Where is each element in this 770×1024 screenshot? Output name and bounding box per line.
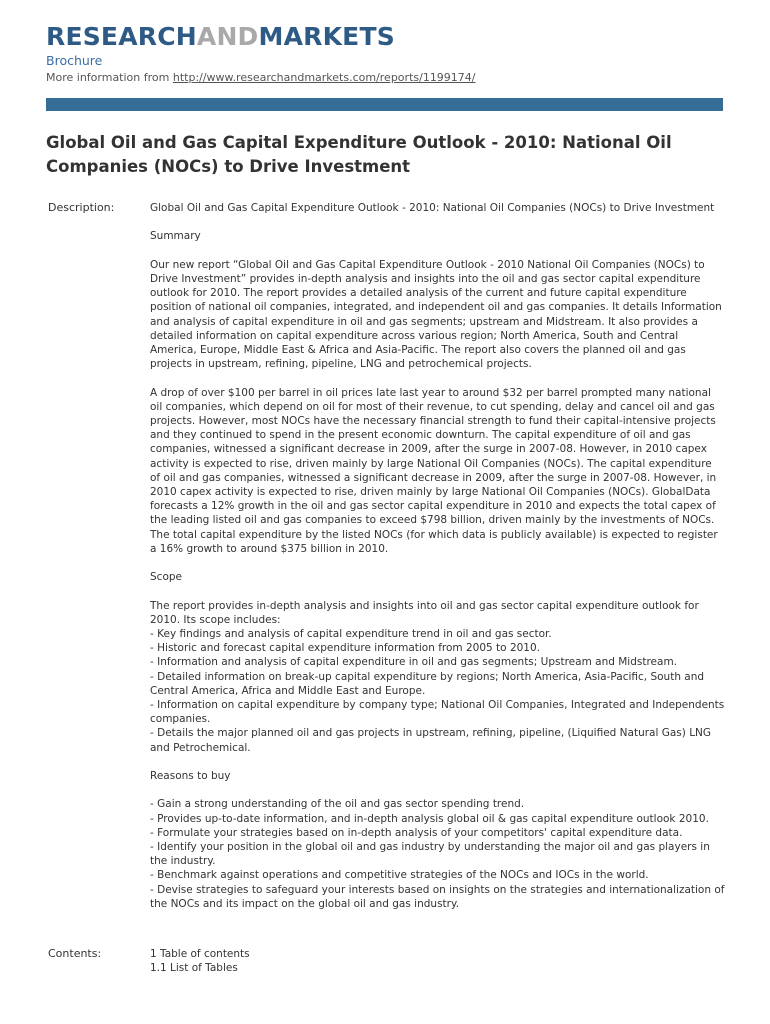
summary-paragraph-1: Our new report “Global Oil and Gas Capital Expenditure Outlook - 2010 National Oil Companies (NOCs) to Drive Investment” provides in-depth analysis and insights into the oil and gas sector capital expenditure outlook for 2010. The report provides a detailed analysis of the current and future capital expenditure position of national oil companies, integrated, and independent oil and gas companies. It details Information and analysis of capital expenditure in oil and gas segments; upstream and Midstream. It also provides a detailed information on capital expenditure across various region; North America, South and Central America, Europe, Middle East & Africa and Asia-Pacific. The report also covers the planned oil and gas projects in upstream, refining, pipeline, LNG and petrochemical projects.: [150, 258, 722, 371]
scope-item: - Information and analysis of capital expenditure in oil and gas segments; Upstream and Midstream.: [150, 656, 678, 669]
description-content: [150, 201, 725, 911]
reasons-heading: Reasons to buy: [150, 770, 231, 783]
reason-item: - Formulate your strategies based on in-depth analysis of your competitors' capital expenditure data.: [150, 826, 683, 839]
reason-item: - Benchmark against operations and competitive strategies of the NOCs and IOCs in the world.: [150, 869, 649, 882]
scope-item: - Detailed information on break-up capital expenditure by regions; North America, Asia-Pacific, South and Central America, Africa and Middle East and Europe.: [150, 670, 705, 697]
report-url-link[interactable]: http://www.researchandmarkets.com/reports/1199174/: [172, 71, 476, 84]
scope-item: - Details the major planned oil and gas projects in upstream, refining, pipeline, (Liquified Natural Gas) LNG and Petrochemical.: [150, 727, 712, 754]
contents-item: 1.1 List of Tables: [150, 962, 238, 975]
summary-heading: Summary: [150, 230, 201, 243]
contents-list: [150, 947, 725, 975]
scope-item: - Information on capital expenditure by company type; National Oil Companies, Integrated and Independents companies.: [150, 699, 725, 726]
brochure-label: Brochure: [46, 53, 103, 68]
scope-item: - Key findings and analysis of capital expenditure trend in oil and gas sector.: [150, 628, 552, 641]
reason-item: - Provides up-to-date information, and in-depth analysis global oil & gas capital expenditure outlook 2010.: [150, 812, 709, 825]
description-headline: Global Oil and Gas Capital Expenditure Outlook - 2010: National Oil Companies (NOCs) to Drive Investment: [150, 202, 715, 214]
contents-item: 1 Table of contents: [150, 948, 250, 960]
reason-item: - Identify your position in the global oil and gas industry by understanding the major oil and gas players in the industry.: [150, 841, 710, 868]
description-label: Description:: [48, 201, 115, 214]
scope-heading: Scope: [150, 571, 182, 584]
header-divider-bar: [46, 98, 723, 111]
reason-item: - Devise strategies to safeguard your interests based on insights on the strategies and internationalization of the NOCs and its impact on the global oil and gas industry.: [150, 883, 725, 910]
more-info-text: More information from: [46, 71, 170, 84]
logo-part-research: RESEARCH: [46, 22, 197, 51]
brand-logo: [46, 22, 395, 52]
contents-label: Contents:: [48, 947, 102, 960]
logo-part-and: AND: [196, 22, 259, 51]
logo-part-markets: MARKETS: [258, 22, 395, 51]
more-info-line: [46, 70, 476, 85]
page-title: Global Oil and Gas Capital Expenditure Outlook - 2010: National Oil Companies (NOCs) to Drive Investment: [46, 133, 672, 176]
scope-item: - Historic and forecast capital expenditure information from 2005 to 2010.: [150, 642, 540, 655]
reason-item: - Gain a strong understanding of the oil and gas sector spending trend.: [150, 798, 525, 811]
summary-paragraph-2: A drop of over $100 per barrel in oil prices late last year to around $32 per barrel prompted many national oil companies, which depend on oil for most of their revenue, to cut spending, delay and cancel oil and gas projects. However, most NOCs have the necessary financial strength to fund their capital-intensive projects and they continued to spend in the present economic downturn. The capital expenditure of oil and gas companies, witnessed a significant decrease in 2009, after the surge in 2007-08. However, in 2010 capex activity is expected to rise, driven mainly by large National Oil Companies (NOCs). The capital expenditure of oil and gas companies, witnessed a significant decrease in 2009, after the surge in 2007-08. However, in 2010 capex activity is expected to rise, driven mainly by large National Oil Companies (NOCs). GlobalData forecasts a 12% growth in the oil and gas sector capital expenditure in 2010 and expects the total capex of the leading listed oil and gas companies to exceed $798 billion, driven mainly by the investments of NOCs. The total capital expenditure by the listed NOCs (for which data is publicly available) is expected to register a 16% growth to around $375 billion in 2010.: [150, 386, 718, 555]
scope-intro: The report provides in-depth analysis and insights into oil and gas sector capital expenditure outlook for 2010. Its scope includes:: [150, 599, 699, 626]
